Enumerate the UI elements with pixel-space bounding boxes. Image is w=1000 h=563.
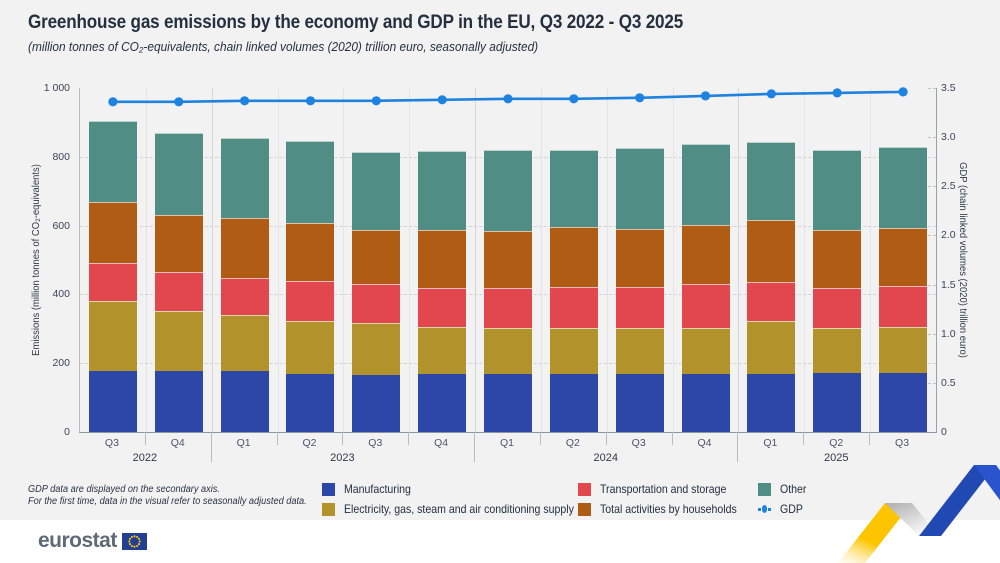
footnote-line: GDP data are displayed on the secondary axis.: [28, 484, 220, 495]
gdp-point: [306, 96, 315, 105]
eurostat-logo: [38, 529, 147, 553]
y-tick-label-right: 0: [941, 426, 947, 438]
y-axis-left-ticks: [4, 82, 70, 438]
y-tick-label-right: 1.5: [941, 278, 956, 291]
gdp-point: [833, 88, 842, 97]
x-axis-tick: [737, 432, 738, 462]
legend-label: Other: [780, 482, 807, 496]
legend-column-2: [578, 479, 755, 519]
legend-column-1: [322, 479, 605, 519]
legend-item-gdp: [758, 499, 810, 519]
x-axis-tick: [672, 432, 673, 445]
other-swatch: [758, 483, 771, 496]
x-axis-tick: [211, 432, 212, 462]
y-tick-label-left: 600: [52, 219, 70, 232]
quarter-label: Q3: [631, 437, 646, 449]
legend-label: Manufacturing: [344, 482, 411, 496]
y-tick-label-left: 400: [52, 288, 70, 301]
footnotes: [28, 484, 307, 508]
y-tick-label-right: 3.5: [941, 82, 956, 94]
y-tick-label-left: 1 000: [43, 82, 70, 94]
x-axis: [79, 432, 935, 472]
legend-label: GDP: [780, 502, 803, 516]
plot-area: [79, 88, 937, 433]
gdp-point: [108, 97, 117, 106]
gdp-point: [240, 96, 249, 105]
quarter-label: Q1: [236, 437, 251, 449]
legend-item-households: [578, 499, 755, 519]
legend-label: Transportation and storage: [600, 482, 727, 496]
legend-item-electricity: [322, 499, 605, 519]
y-tick-label-right: 1.0: [941, 327, 956, 340]
eu-flag-icon: [122, 533, 147, 550]
quarter-label: Q3: [895, 437, 910, 449]
gdp-point: [569, 94, 578, 103]
y-axis-right-label: GDP (chain linked volumes (2020) trillion euro): [957, 162, 969, 358]
gdp-line-overlay: [80, 88, 936, 432]
x-axis-tick: [540, 432, 541, 445]
quarter-label: Q2: [829, 437, 844, 449]
quarter-label: Q4: [170, 437, 185, 449]
year-label: 2023: [330, 452, 355, 464]
y-tick-label-right: 3.0: [941, 131, 956, 144]
year-label: 2022: [132, 452, 158, 464]
gdp-point: [899, 87, 908, 96]
quarter-label: Q3: [104, 437, 119, 449]
gdp-point: [701, 91, 710, 100]
legend-label: Electricity, gas, steam and air conditioning supply: [344, 502, 574, 516]
gdp-line-icon: [758, 505, 771, 513]
eurostat-logo-text: eurostat: [38, 529, 117, 552]
year-label: 2025: [823, 452, 849, 464]
y-tick-label-right: 0.5: [941, 376, 956, 389]
y-axis-left-label: Emissions (million tonnes of CO₂-equivalents): [30, 164, 42, 356]
gdp-point: [438, 95, 447, 104]
y-tick-label-left: 200: [52, 357, 70, 370]
gdp-point: [372, 96, 381, 105]
quarter-label: Q1: [763, 437, 778, 449]
chart-subtitle: (million tonnes of CO₂-equivalents, chain linked volumes (2020) trillion euro, seasonally adjusted): [28, 40, 539, 54]
gdp-point: [635, 93, 644, 102]
y-tick-label-left: 0: [64, 426, 70, 438]
transportation-swatch: [578, 483, 591, 496]
legend-item-other: [758, 479, 810, 499]
legend-column-3: [758, 479, 810, 519]
footnote-line: For the first time, data in the visual refer to seasonally adjusted data.: [28, 496, 307, 507]
chart-title: Greenhouse gas emissions by the economy and GDP in the EU, Q3 2022 - Q3 2025: [28, 12, 684, 33]
x-axis-tick: [869, 432, 870, 445]
y-tick-label-left: 800: [52, 150, 70, 163]
quarter-label: Q3: [368, 437, 383, 449]
gdp-point: [174, 97, 183, 106]
quarter-label: Q4: [434, 437, 449, 449]
legend-label: Total activities by households: [600, 502, 737, 516]
zigzag-decoration: [828, 458, 1000, 563]
year-label: 2024: [593, 452, 619, 464]
x-axis-tick: [145, 432, 146, 445]
quarter-label: Q4: [697, 437, 712, 449]
legend-item-manufacturing: [322, 479, 605, 499]
y-tick-label-right: 2.5: [941, 180, 956, 193]
x-axis-tick: [277, 432, 278, 445]
y-tick-label-right: 2.0: [941, 229, 956, 242]
gdp-point: [503, 94, 512, 103]
legend-item-transportation: [578, 479, 755, 499]
electricity-swatch: [322, 503, 335, 516]
x-axis-tick: [803, 432, 804, 445]
households-swatch: [578, 503, 591, 516]
manufacturing-swatch: [322, 483, 335, 496]
x-axis-tick: [408, 432, 409, 445]
x-axis-tick: [606, 432, 607, 445]
quarter-label: Q2: [302, 437, 317, 449]
gdp-point: [767, 89, 776, 98]
x-axis-tick: [342, 432, 343, 445]
quarter-label: Q2: [565, 437, 580, 449]
y-axis-right-ticks: [941, 82, 981, 438]
x-axis-tick: [474, 432, 475, 462]
quarter-label: Q1: [499, 437, 514, 449]
